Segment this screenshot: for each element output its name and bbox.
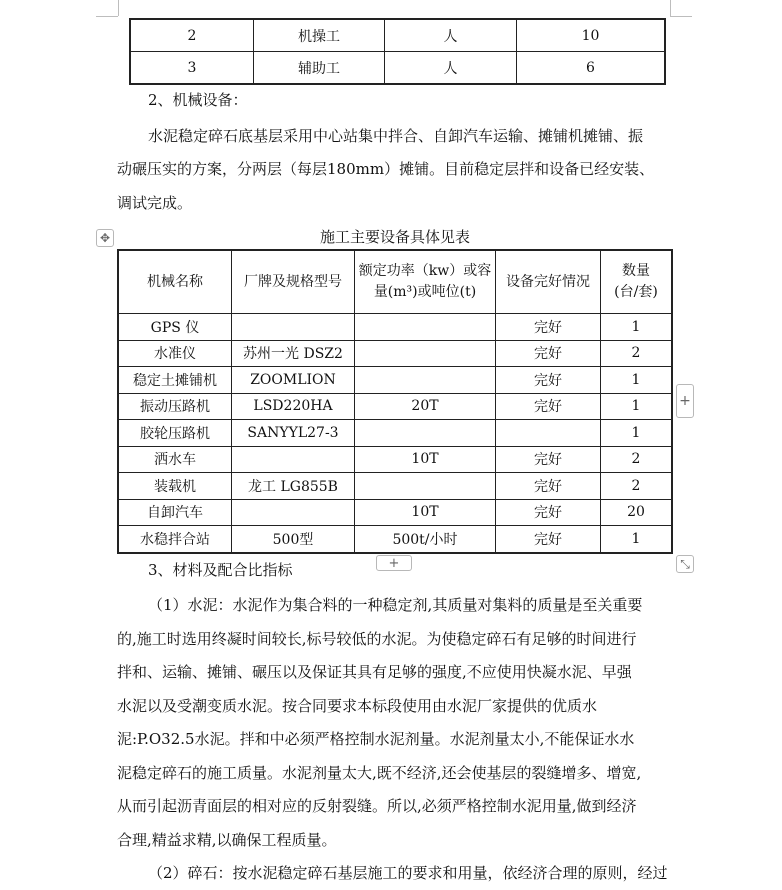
- header-cell: 设备完好情况: [496, 250, 601, 314]
- table-cell: 2: [601, 340, 673, 367]
- table-cell: [355, 314, 496, 341]
- paragraph-line: 泥:P.O32.5水泥。拌和中必须严格控制水泥剂量。水泥剂量太小,不能保证水水: [117, 730, 635, 748]
- paragraph-line: 调试完成。: [117, 194, 193, 212]
- table-cell: 完好: [496, 367, 601, 394]
- table-cell: 2: [130, 19, 254, 52]
- table-row: [118, 340, 672, 367]
- table-cell: 1: [601, 526, 673, 553]
- table-cell: 人: [385, 52, 517, 85]
- table-cell: 装载机: [118, 473, 232, 500]
- table-cell: 自卸汽车: [118, 499, 232, 526]
- table-row: [118, 314, 672, 341]
- table-row: [118, 393, 672, 420]
- table-cell: 10T: [355, 499, 496, 526]
- table-resize-handle[interactable]: ⤡: [676, 555, 694, 573]
- paragraph-line: 水泥以及受潮变质水泥。按合同要求本标段使用由水泥厂家提供的优质水: [117, 697, 598, 715]
- table-cell: [496, 420, 601, 447]
- table-row: [118, 526, 672, 553]
- section-heading: 2、机械设备：: [148, 91, 248, 109]
- paragraph-line: 泥稳定碎石的施工质量。水泥剂量太大,既不经济,还会使基层的裂缝增多、增宽,: [117, 764, 642, 782]
- table-cell: 2: [601, 446, 673, 473]
- table-cell: 完好: [496, 340, 601, 367]
- table-cell: 振动压路机: [118, 393, 232, 420]
- table-cell: [355, 367, 496, 394]
- table-cell: 完好: [496, 473, 601, 500]
- table-row: [130, 52, 665, 85]
- table-cell: 人: [385, 19, 517, 52]
- table-cell: [232, 314, 355, 341]
- table-cell: 500t/小时: [355, 526, 496, 553]
- table-cell: 水稳拌合站: [118, 526, 232, 553]
- table-cell: 6: [517, 52, 666, 85]
- paragraph-line: 水泥稳定碎石底基层采用中心站集中拌合、自卸汽车运输、摊铺机摊铺、振: [148, 127, 644, 145]
- table-caption: 施工主要设备具体见表: [319, 228, 470, 246]
- table-row: [118, 473, 672, 500]
- add-row-button[interactable]: +: [376, 555, 412, 571]
- header-line: 量(m³)或吨位(t): [373, 284, 477, 300]
- table-cell: 洒水车: [118, 446, 232, 473]
- paragraph-line: 合理,精益求精,以确保工程质量。: [117, 831, 337, 849]
- table-cell: 1: [601, 314, 673, 341]
- table-move-handle[interactable]: ✥: [96, 229, 114, 247]
- table-cell: 完好: [496, 499, 601, 526]
- table-cell: 500型: [232, 526, 355, 553]
- header-cell: 厂牌及规格型号: [232, 250, 355, 314]
- table-cell: 完好: [496, 446, 601, 473]
- table-cell: 20: [601, 499, 673, 526]
- table-cell: 3: [130, 52, 254, 85]
- page-crop-mark: [670, 16, 692, 17]
- header-line: 数量: [622, 263, 650, 279]
- header-cell: [601, 250, 673, 314]
- table-cell: ZOOMLION: [232, 367, 355, 394]
- paragraph-line: 从而引起沥青面层的相对应的反射裂缝。所以,必须严格控制水泥用量,做到经济: [117, 797, 637, 815]
- table-cell: [232, 499, 355, 526]
- table-cell: [355, 473, 496, 500]
- table-cell: 20T: [355, 393, 496, 420]
- table-row: [118, 499, 672, 526]
- table-row: [130, 19, 665, 52]
- paragraph-line: 拌和、运输、摊铺、碾压以及保证其具有足够的强度,不应使用快凝水泥、早强: [117, 663, 632, 681]
- table-cell: 10T: [355, 446, 496, 473]
- table-cell: 胶轮压路机: [118, 420, 232, 447]
- table-cell: 稳定土摊铺机: [118, 367, 232, 394]
- table-cell: [232, 446, 355, 473]
- table-cell: 完好: [496, 314, 601, 341]
- table-header-row: [118, 250, 672, 314]
- table-cell: 龙工 LG855B: [232, 473, 355, 500]
- table-cell: LSD220HA: [232, 393, 355, 420]
- table-cell: 10: [517, 19, 666, 52]
- table-cell: 辅助工: [254, 52, 385, 85]
- table-cell: 2: [601, 473, 673, 500]
- table-row: [118, 367, 672, 394]
- table-cell: 水准仪: [118, 340, 232, 367]
- table-cell: 1: [601, 420, 673, 447]
- table-cell: [355, 420, 496, 447]
- paragraph-line: 的,施工时选用终凝时间较长,标号较低的水泥。为使稳定碎石有足够的时间进行: [117, 630, 637, 648]
- page-crop-mark: [670, 0, 671, 16]
- header-line: 额定功率（kw）或容: [358, 263, 492, 279]
- paragraph-line: 动碾压实的方案，分两层（每层180mm）摊铺。目前稳定层拌和设备已经安装、: [117, 160, 655, 178]
- table-cell: [355, 340, 496, 367]
- table-cell: 完好: [496, 526, 601, 553]
- table-row: [118, 446, 672, 473]
- table-cell: 完好: [496, 393, 601, 420]
- table-cell: GPS 仪: [118, 314, 232, 341]
- header-cell: [355, 250, 496, 314]
- section-heading: 3、材料及配合比指标: [148, 561, 293, 579]
- paragraph-line: （2）碎石：按水泥稳定碎石基层施工的要求和用量，依经济合理的原则，经过: [148, 864, 668, 882]
- header-cell: 机械名称: [118, 250, 232, 314]
- page-crop-mark: [96, 16, 118, 17]
- header-line: (台/套): [614, 284, 658, 300]
- table-cell: 苏州一光 DSZ2: [232, 340, 355, 367]
- equipment-table: [117, 249, 673, 554]
- paragraph-line: （1）水泥：水泥作为集合料的一种稳定剂,其质量对集料的质量是至关重要: [148, 596, 643, 614]
- add-column-button[interactable]: +: [676, 384, 694, 418]
- table-cell: SANYYL27-3: [232, 420, 355, 447]
- table-cell: 1: [601, 367, 673, 394]
- table-cell: 1: [601, 393, 673, 420]
- page-crop-mark: [118, 0, 119, 16]
- table-row: [118, 420, 672, 447]
- table-body: [118, 314, 672, 553]
- table-cell: 机操工: [254, 19, 385, 52]
- staff-table: [129, 18, 666, 85]
